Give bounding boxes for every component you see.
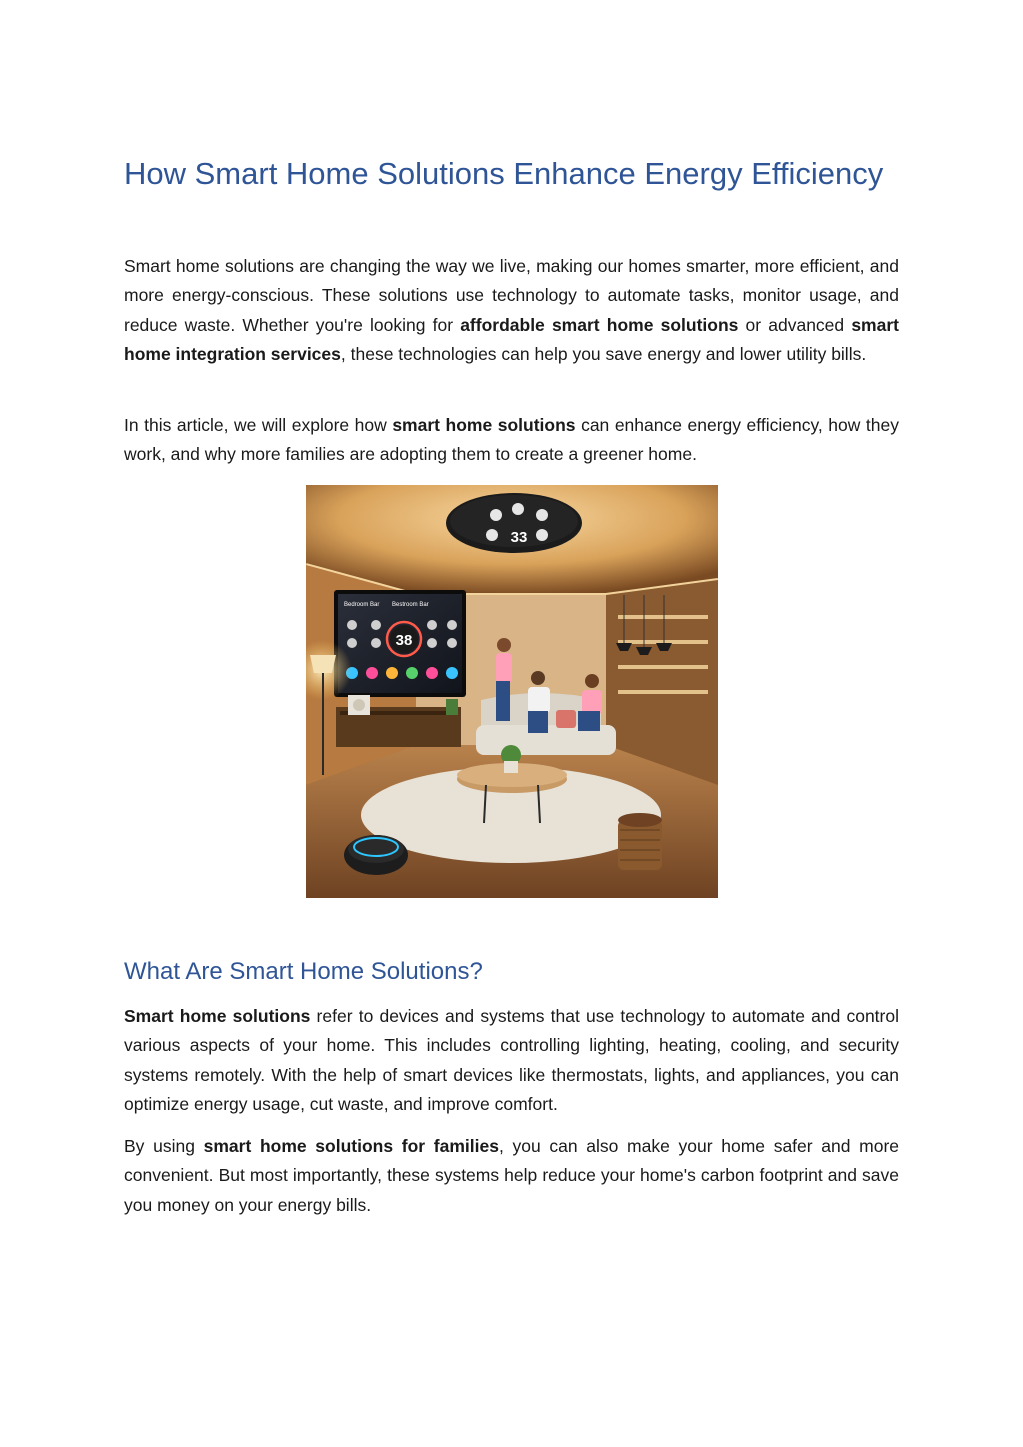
- text-run: In this article, we will explore how: [124, 415, 393, 435]
- section-paragraph-1: [124, 1002, 899, 1120]
- bold-phrase: smart home solutions for families: [203, 1136, 499, 1156]
- bold-phrase: affordable smart home solutions: [460, 314, 739, 335]
- smart-living-room-image: [306, 485, 718, 898]
- text-run: can enhance energy efficiency, how they work, and why more families are adopting them to create a greener home.: [124, 415, 900, 465]
- text-run: Smart home solutions are changing the way we live, making our homes smarter, more efficient, and more energy-conscious. These solutions use technology to automate tasks, monitor usage, and reduce waste. Whether you're looking for: [124, 256, 899, 335]
- intro-paragraph: [124, 252, 899, 370]
- screen-header-left: Bedroom Bar: [344, 602, 380, 608]
- section-paragraph-2: [124, 1132, 899, 1220]
- section-heading: What Are Smart Home Solutions?: [124, 958, 483, 985]
- ceiling-thermostat-reading: 33: [510, 529, 528, 546]
- text-run: or advanced: [738, 314, 852, 335]
- text-run: refer to devices and systems that use technology to automate and control various aspects of your home. This includes controlling lighting, heating, cooling, and security systems remotely. With the help of smart devices like thermostats, lights, and appliances, you can optimize energy usage, cut waste, and improve comfort.: [124, 1006, 899, 1115]
- text-run: , these technologies can help you save energy and lower utility bills.: [340, 344, 867, 365]
- article-title: How Smart Home Solutions Enhance Energy Efficiency: [124, 156, 884, 191]
- text-run: , you can also make your home safer and more convenient. But most importantly, these systems help reduce your home's carbon footprint and save you money on your energy bills.: [124, 1136, 900, 1215]
- bold-phrase: smart home integration services: [124, 314, 899, 365]
- bold-phrase: Smart home solutions: [124, 1006, 311, 1026]
- overview-paragraph: [124, 411, 899, 470]
- bold-phrase: smart home solutions: [392, 415, 576, 435]
- screen-header-right: Bestroom Bar: [392, 602, 429, 608]
- screen-temperature-reading: 38: [395, 632, 413, 649]
- text-run: By using: [124, 1136, 204, 1156]
